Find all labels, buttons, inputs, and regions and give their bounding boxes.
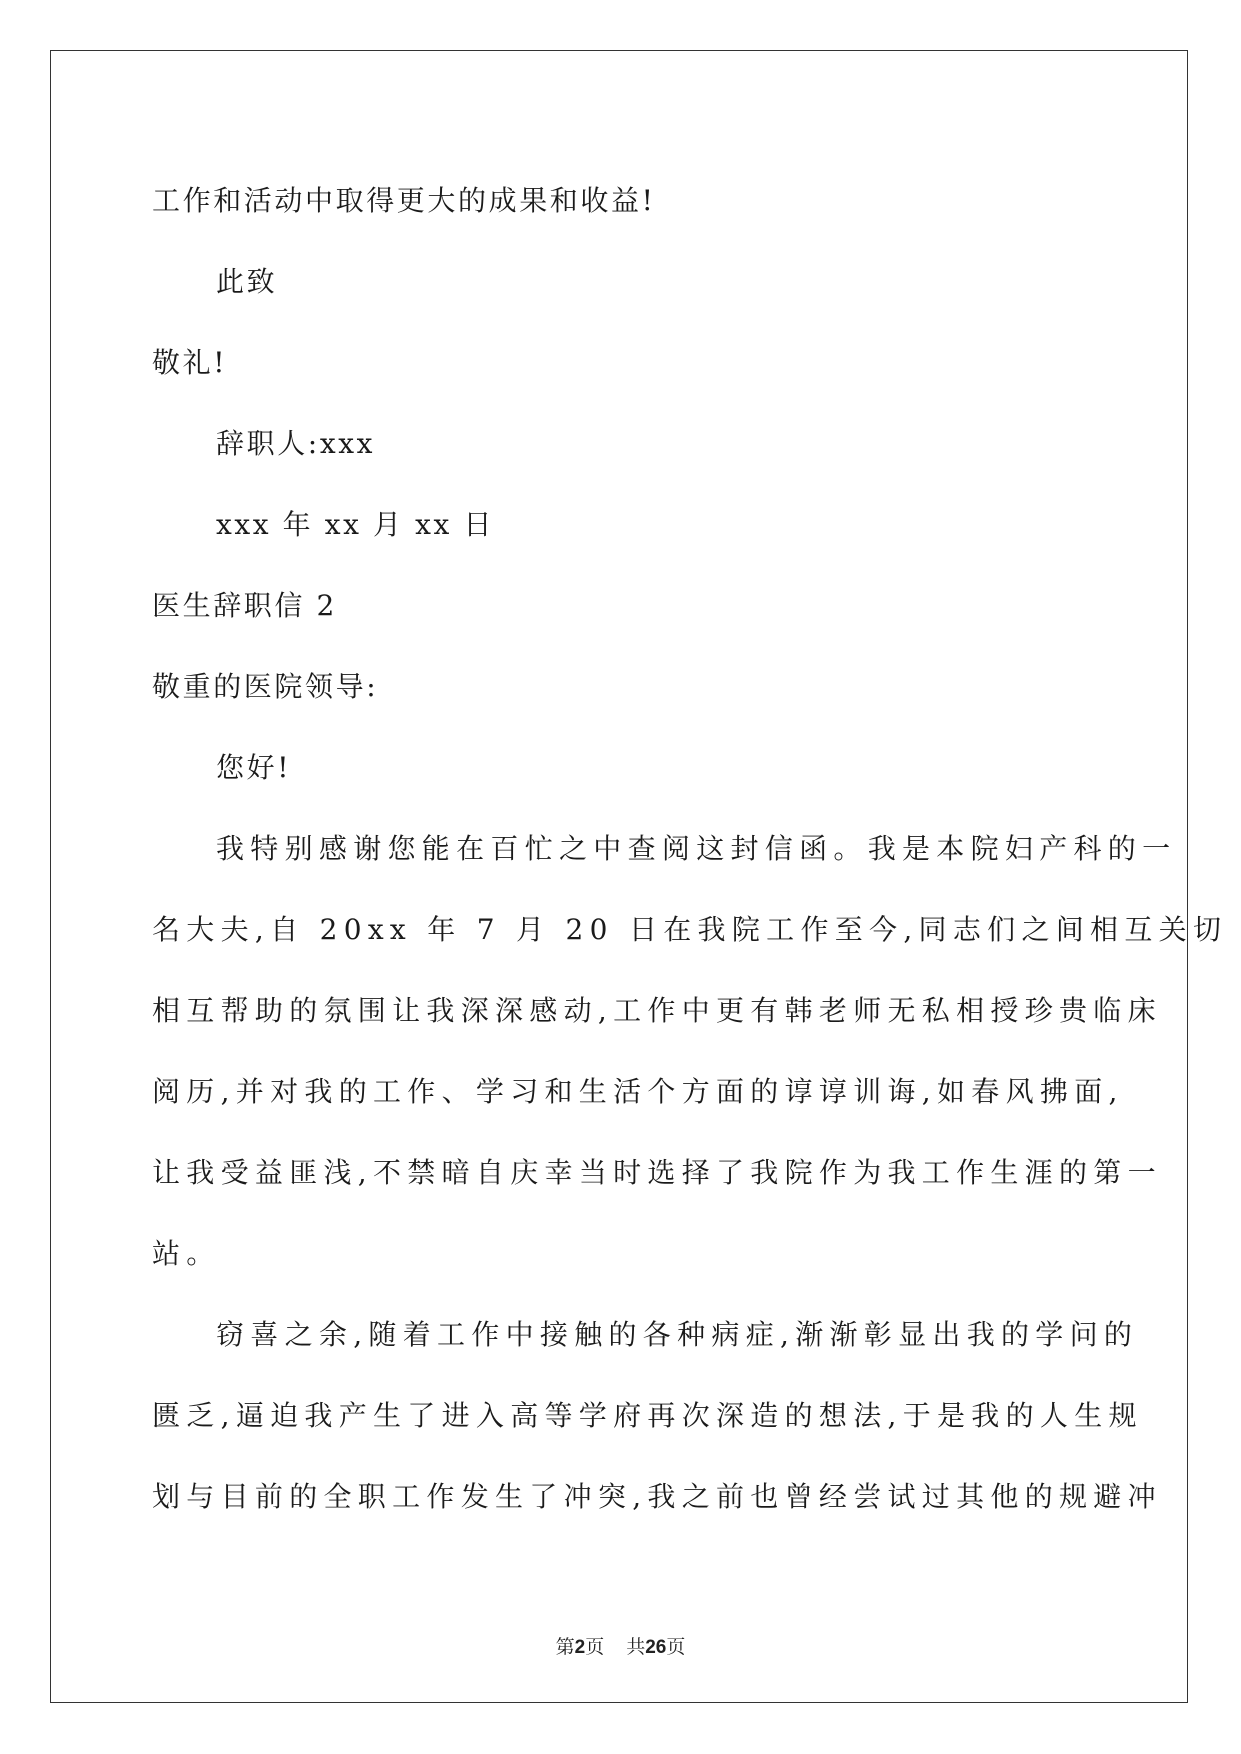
- closing-regards: 敬礼!: [152, 346, 228, 379]
- paragraph-line: 我特别感谢您能在百忙之中查阅这封信函。我是本院妇产科的一: [216, 832, 1177, 865]
- total-suffix: 页: [666, 1636, 686, 1658]
- paragraph-line: 相互帮助的氛围让我深深感动,工作中更有韩老师无私相授珍贵临床: [152, 994, 1162, 1027]
- document-body: [152, 160, 1228, 1537]
- paragraph-1: [152, 808, 1228, 1294]
- paragraph-2: [152, 1294, 1162, 1537]
- page-prefix: 第: [555, 1636, 575, 1658]
- paragraph-line: 匮乏,逼迫我产生了进入高等学府再次深造的想法,于是我的人生规: [152, 1399, 1143, 1432]
- page-number-footer: [0, 1632, 1241, 1659]
- date-line: xxx 年 xx 月 xx 日: [216, 508, 495, 541]
- greeting: 您好!: [216, 751, 292, 784]
- total-page-count: 26: [645, 1637, 667, 1658]
- paragraph-line: 阅历,并对我的工作、学习和生活个方面的谆谆训诲,如春风拂面,: [152, 1075, 1124, 1108]
- signature-line: 辞职人:xxx: [216, 427, 376, 460]
- current-page-number: 2: [574, 1637, 586, 1658]
- paragraph-line: 窃喜之余,随着工作中接触的各种病症,渐渐彰显出我的学问的: [216, 1318, 1139, 1351]
- paragraph-line: 站。: [152, 1237, 221, 1270]
- paragraph-line: 名大夫,自 20xx 年 7 月 20 日在我院工作至今,同志们之间相互关切: [152, 913, 1228, 946]
- page-suffix: 页: [585, 1636, 605, 1658]
- paragraph-line: 让我受益匪浅,不禁暗自庆幸当时选择了我院作为我工作生涯的第一: [152, 1156, 1162, 1189]
- text-line: 工作和活动中取得更大的成果和收益!: [152, 184, 656, 217]
- greeting-recipient: 敬重的医院领导:: [152, 670, 379, 703]
- paragraph-line: 划与目前的全职工作发生了冲突,我之前也曾经尝试过其他的规避冲: [152, 1480, 1162, 1513]
- letter-title: 医生辞职信 2: [152, 589, 337, 622]
- closing-salutation: 此致: [216, 265, 278, 298]
- total-prefix: 共: [626, 1636, 646, 1658]
